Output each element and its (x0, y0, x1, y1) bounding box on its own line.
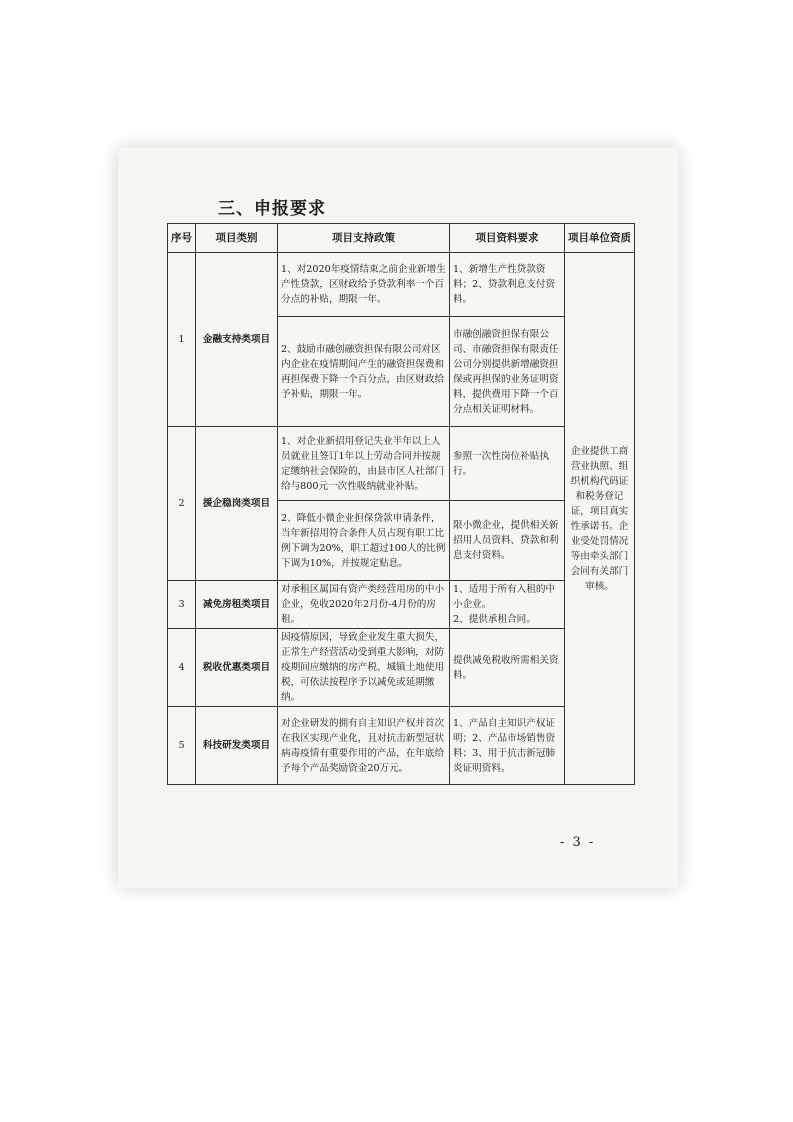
header-materials: 项目资料要求 (450, 224, 565, 253)
materials-cell: 市融创融资担保有限公司、市融资担保有限责任公司分别提供新增融资担保或再担保的业务证明资料，提供费用下降一个百分点相关证明材料。 (450, 317, 565, 427)
row-number: 3 (168, 581, 196, 629)
table-row (168, 629, 635, 707)
policy-cell: 对企业研发的拥有自主知识产权并首次在我区实现产业化，且对抗击新型冠状病毒疫情有重要作用的产品，在年底给予每个产品奖励资金20万元。 (278, 707, 450, 785)
table-header-row (168, 224, 635, 253)
row-number: 4 (168, 629, 196, 707)
header-qualification: 项目单位资质 (565, 224, 635, 253)
materials-cell: 限小微企业，提供相关新招用人员资料、贷款和利息支付资料。 (450, 501, 565, 581)
row-category: 科技研发类项目 (196, 707, 278, 785)
row-number: 2 (168, 427, 196, 581)
section-title: 三、申报要求 (218, 199, 326, 219)
page-number: - 3 - (560, 835, 596, 850)
row-category: 税收优惠类项目 (196, 629, 278, 707)
policy-cell: 2、降低小微企业担保贷款申请条件，当年新招用符合条件人员占现有职工比例下调为20%，职工超过100人的比例下调为10%，并按规定贴息。 (278, 501, 450, 581)
row-number: 1 (168, 253, 196, 427)
policy-cell: 1、对企业新招用登记失业半年以上人员就业且签订1年以上劳动合同并按规定缴纳社会保险的，由县市区人社部门给与800元一次性吸纳就业补贴。 (278, 427, 450, 501)
policy-cell: 对承租区属国有资产类经营用房的中小企业，免收2020年2月份-4月份的房租。 (278, 581, 450, 629)
materials-cell: 参照一次性岗位补贴执行。 (450, 427, 565, 501)
header-category: 项目类别 (196, 224, 278, 253)
row-category: 减免房租类项目 (196, 581, 278, 629)
table-row (168, 581, 635, 629)
requirements-table (167, 223, 635, 785)
row-number: 5 (168, 707, 196, 785)
table-row (168, 253, 635, 317)
materials-cell: 提供减免税收所需相关资料。 (450, 629, 565, 707)
row-category: 金融支持类项目 (196, 253, 278, 427)
materials-cell: 1、产品自主知识产权证明；2、产品市场销售资料；3、用于抗击新冠肺炎证明资料。 (450, 707, 565, 785)
table-row (168, 707, 635, 785)
table-row (168, 427, 635, 501)
policy-cell: 1、对2020年疫情结束之前企业新增生产性贷款，区财政给予贷款利率一个百分点的补贴，期限一年。 (278, 253, 450, 317)
policy-cell: 2、鼓励市融创融资担保有限公司对区内企业在疫情期间产生的融资担保费和再担保费下降一个百分点，由区财政给予补贴，期限一年。 (278, 317, 450, 427)
header-policy: 项目支持政策 (278, 224, 450, 253)
qualification-cell: 企业提供工商营业执照、组织机构代码证和税务登记证，项目真实性承诺书。企业受处罚情况等由牵头部门会同有关部门审核。 (565, 253, 635, 785)
policy-cell: 因疫情原因，导致企业发生重大损失，正常生产经营活动受到重大影响，对防疫期间应缴纳的房产税、城镇土地使用税，可依法按程序予以减免或延期缴纳。 (278, 629, 450, 707)
materials-cell: 1、适用于所有入租的中小企业。 2、提供承租合同。 (450, 581, 565, 629)
row-category: 援企稳岗类项目 (196, 427, 278, 581)
materials-cell: 1、新增生产性贷款资料；2、贷款利息支付资料。 (450, 253, 565, 317)
header-no: 序号 (168, 224, 196, 253)
